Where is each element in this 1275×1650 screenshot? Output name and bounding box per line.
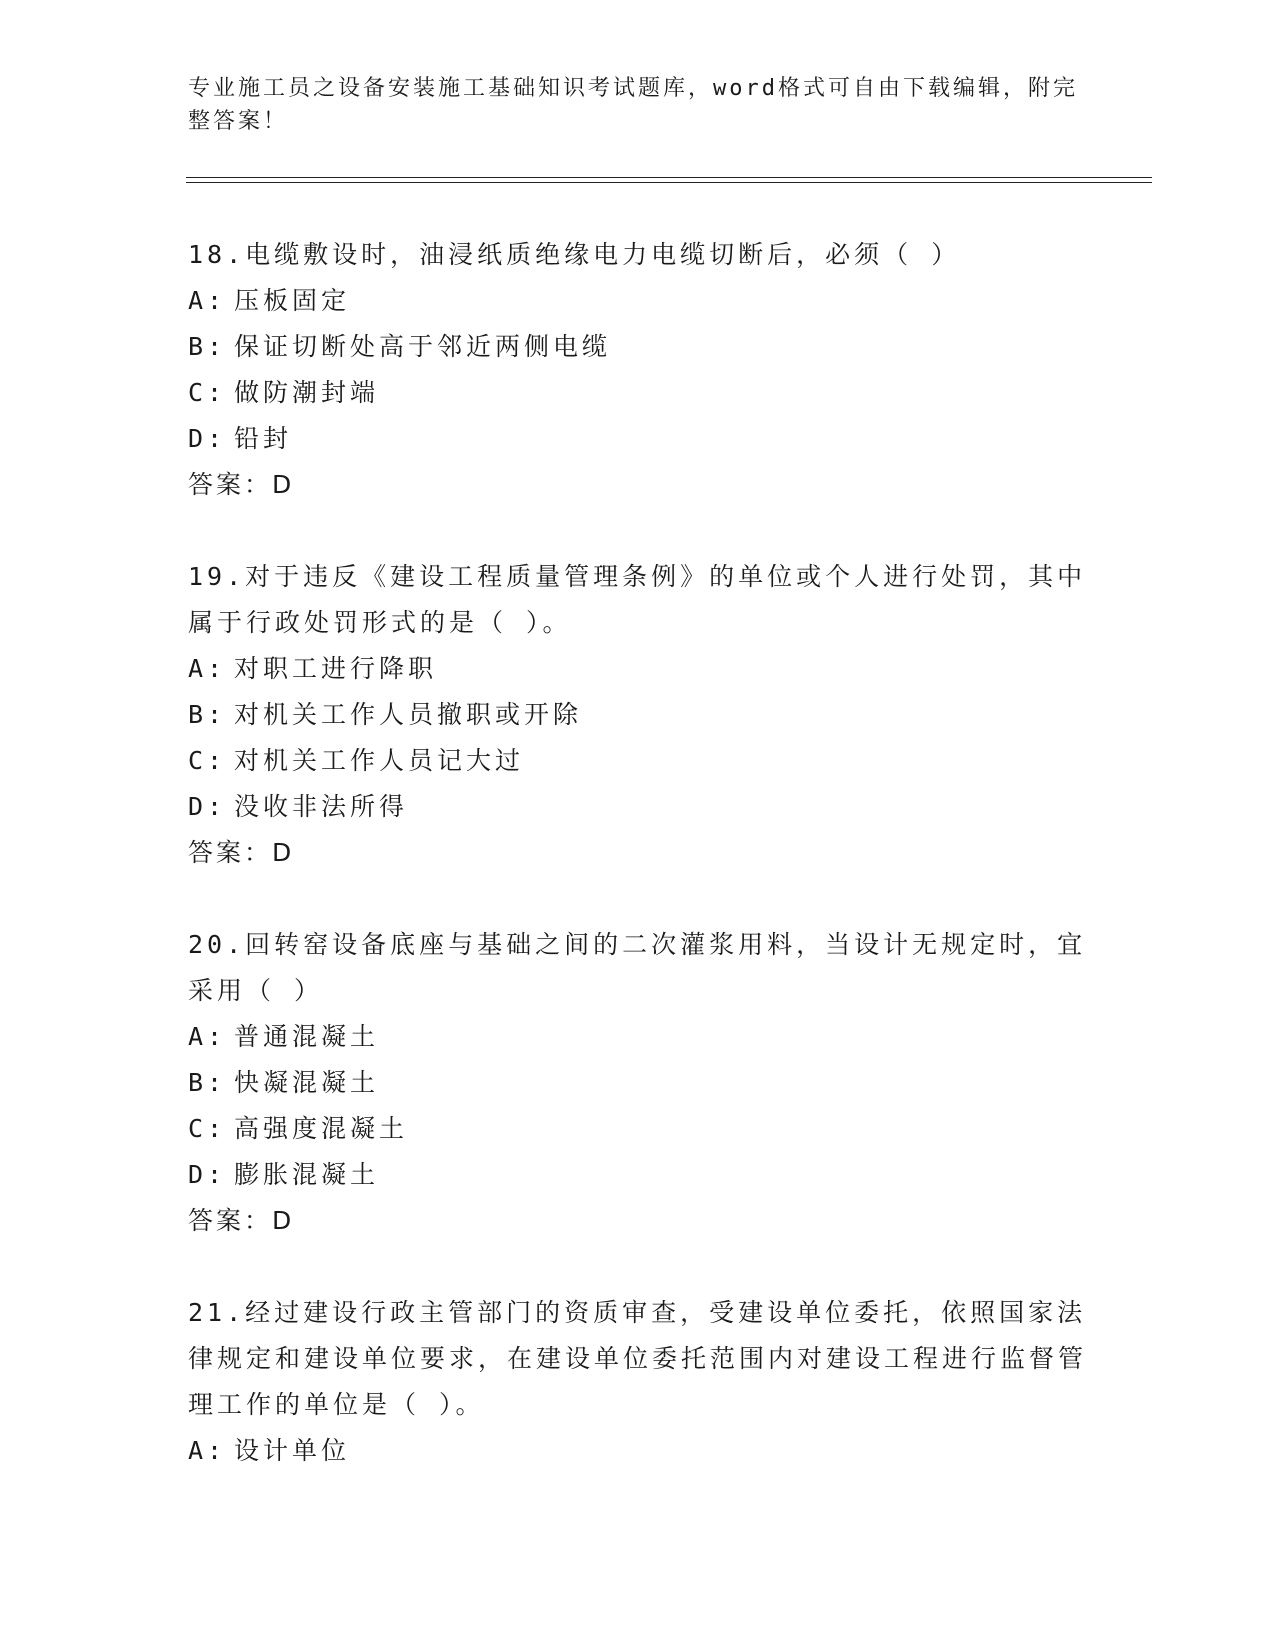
option-c (188, 1106, 1088, 1152)
question-18 (188, 232, 1088, 508)
option-a (188, 646, 1088, 692)
option-text: 膨胀混凝土 (234, 1160, 380, 1189)
option-b (188, 692, 1088, 738)
option-text: 铅封 (234, 424, 293, 453)
header-divider-bottom (186, 182, 1152, 183)
document-title: 专业施工员之设备安装施工基础知识考试题库，word格式可自由下载编辑，附完整答案！ (188, 76, 1078, 134)
option-a (188, 1428, 1088, 1474)
option-c (188, 738, 1088, 784)
answer-line: 答案：D (188, 470, 295, 499)
option-text: 保证切断处高于邻近两侧电缆 (234, 332, 612, 361)
option-text: 没收非法所得 (234, 792, 409, 821)
question-stem: 19.对于违反《建设工程质量管理条例》的单位或个人进行处罚，其中属于行政处罚形式的是（ ）。 (188, 562, 1087, 637)
option-key: D: (188, 1160, 227, 1189)
question-20 (188, 922, 1088, 1244)
option-text: 设计单位 (234, 1436, 351, 1465)
option-key: C: (188, 1114, 227, 1143)
option-a (188, 278, 1088, 324)
option-key: A: (188, 1436, 227, 1465)
document-header (188, 72, 1088, 138)
question-stem: 18.电缆敷设时，油浸纸质绝缘电力电缆切断后，必须（ ） (188, 240, 961, 269)
option-d (188, 1152, 1088, 1198)
option-b (188, 324, 1088, 370)
answer-line: 答案：D (188, 838, 295, 867)
option-text: 高强度混凝土 (234, 1114, 409, 1143)
option-key: A: (188, 654, 227, 683)
option-text: 做防潮封端 (234, 378, 380, 407)
option-d (188, 416, 1088, 462)
question-stem: 20.回转窑设备底座与基础之间的二次灌浆用料，当设计无规定时，宜采用（ ） (188, 930, 1087, 1005)
question-list (188, 232, 1088, 1520)
option-text: 对机关工作人员记大过 (234, 746, 525, 775)
option-key: D: (188, 792, 227, 821)
option-c (188, 370, 1088, 416)
option-key: C: (188, 378, 227, 407)
option-a (188, 1014, 1088, 1060)
option-key: A: (188, 286, 227, 315)
option-key: C: (188, 746, 227, 775)
option-d (188, 784, 1088, 830)
option-text: 普通混凝土 (234, 1022, 380, 1051)
option-b (188, 1060, 1088, 1106)
option-key: A: (188, 1022, 227, 1051)
answer-line: 答案：D (188, 1206, 295, 1235)
option-text: 快凝混凝土 (234, 1068, 380, 1097)
question-21 (188, 1290, 1088, 1474)
question-stem: 21.经过建设行政主管部门的资质审查，受建设单位委托，依照国家法律规定和建设单位要求，在建设单位委托范围内对建设工程进行监督管理工作的单位是（ ）。 (188, 1298, 1088, 1419)
option-key: B: (188, 332, 227, 361)
option-text: 对职工进行降职 (234, 654, 438, 683)
question-19 (188, 554, 1088, 876)
option-text: 对机关工作人员撤职或开除 (234, 700, 583, 729)
option-text: 压板固定 (234, 286, 351, 315)
option-key: B: (188, 1068, 227, 1097)
option-key: D: (188, 424, 227, 453)
option-key: B: (188, 700, 227, 729)
header-divider-top (186, 177, 1152, 178)
